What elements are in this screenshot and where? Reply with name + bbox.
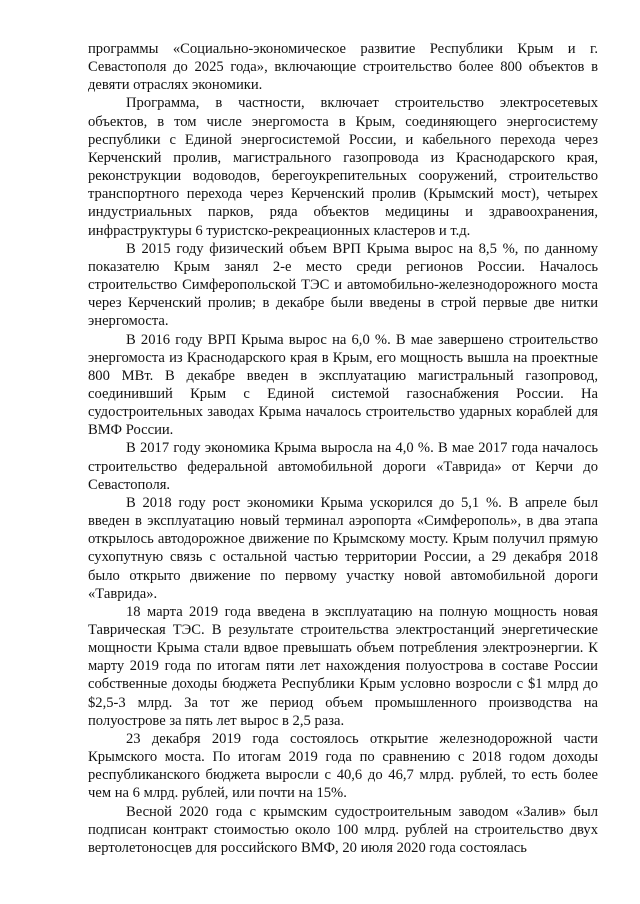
paragraph-program-details: Программа, в частности, включает строительство электросетевых объектов, в том числе энергомоста в Крым, соединяющего энергосистему республики с Единой энергосистемой России, и кабельного перехода через Керченский пролив, магистрального газопровода из Краснодарского края, реконструкции водоводов, берегоукрепительных сооружений, строительство транспортного перехода через Керченский пролив (Крымский мост), четырех индустриальных парков, ряда объектов медицины и здравоохранения, инфраструктуры 6 туристско-рекреационных кластеров и т.д.: [88, 95, 598, 239]
paragraph-2017: В 2017 году экономика Крыма выросла на 4,0 %. В мае 2017 года началось строительство федеральной автомобильной дороги «Таврида» от Керчи до Севастополя.: [88, 440, 598, 493]
paragraph-2015: В 2015 году физический объем ВРП Крыма вырос на 8,5 %, по данному показателю Крым занял 2-е место среди регионов России. Началось строительство Симферопольской ТЭС и автомобильно-железнодорожного моста через Керченский пролив; в декабре были введены в строй первые две нитки энергомоста.: [88, 240, 598, 330]
document-page: [88, 40, 598, 857]
paragraph-2016: В 2016 году ВРП Крыма вырос на 6,0 %. В мае завершено строительство энергомоста из Краснодарского края в Крым, его мощность вышла на проектные 800 МВт. В декабре введен в эксплуатацию магистральный газопровод, соединивший Крым с Единой системой газоснабжения России. На судостроительных заводах Крыма началось строительство ударных кораблей для ВМФ России.: [88, 331, 598, 439]
paragraph-2018: В 2018 году рост экономики Крыма ускорился до 5,1 %. В апреле был введен в эксплуатацию новый терминал аэропорта «Симферополь», в два этапа открылось автодорожное движение по Крымскому мосту. Крым получил прямую сухопутную связь с остальной частью территории России, а 29 декабря 2018 было открыто движение по первому участку новой автомобильной дороги «Таврида».: [88, 494, 598, 602]
paragraph-2020: Весной 2020 года с крымским судостроительным заводом «Залив» был подписан контракт стоимостью около 100 млрд. рублей на строительство двух вертолетоносцев для российского ВМФ, 20 июля 2020 года состоялась: [88, 803, 598, 856]
paragraph-program-continuation: программы «Социально-экономическое развитие Республики Крым и г. Севастополя до 2025 года», включающие строительство более 800 объектов в девяти отраслях экономики.: [88, 41, 598, 94]
paragraph-2019-december: 23 декабря 2019 года состоялось открытие железнодорожной части Крымского моста. По итогам 2019 года по сравнению с 2018 годом доходы республиканского бюджета выросли с 40,6 до 46,7 млрд. рублей, то есть более чем на 6 млрд. рублей, или почти на 15%.: [88, 730, 598, 802]
paragraph-2019-march: 18 марта 2019 года введена в эксплуатацию на полную мощность новая Таврическая ТЭС. В результате строительства электростанций энергетические мощности Крыма стали вдвое превышать объем потребления электроэнергии. К марту 2019 года по итогам пяти лет нахождения полуострова в составе России собственные доходы бюджета Республики Крым условно возросли с $1 млрд до $2,5-3 млрд. За тот же период объем промышленного производства на полуострове за пять лет вырос в 2,5 раза.: [88, 603, 598, 729]
